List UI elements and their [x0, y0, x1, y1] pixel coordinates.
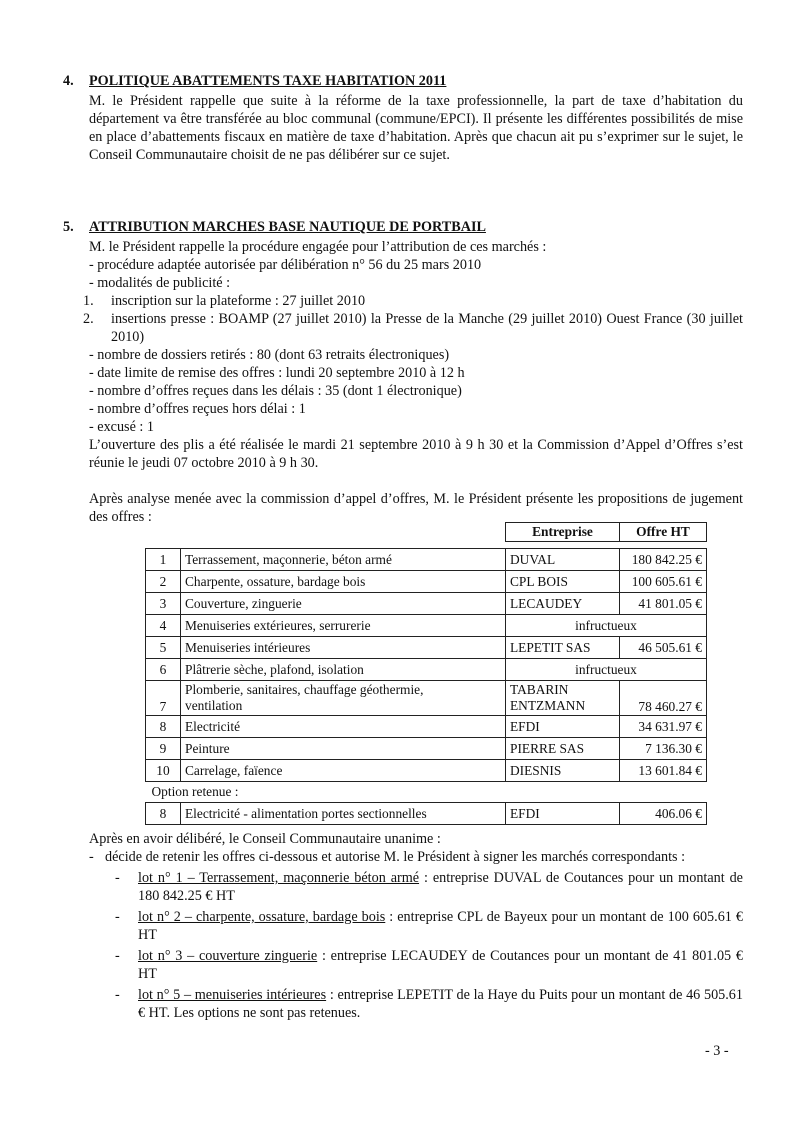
- lot-description: Charpente, ossature, bardage bois: [181, 571, 506, 593]
- lot-company: PIERRE SAS: [506, 738, 620, 760]
- lot-company: EFDI: [506, 803, 620, 825]
- lot-label: lot n° 1 – Terrassement, maçonnerie béton armé: [138, 870, 420, 886]
- publicity-line: - modalités de publicité :: [89, 275, 231, 291]
- lot-label: lot n° 3 – couverture zinguerie: [138, 948, 318, 964]
- section-title: POLITIQUE ABATTEMENTS TAXE HABITATION 2011: [89, 73, 447, 89]
- lot-company-line: TABARIN: [510, 682, 569, 697]
- option-label: Option retenue :: [151, 784, 239, 799]
- lot-description-line: Plomberie, sanitaires, chauffage géothermie,: [185, 682, 424, 697]
- lot-detail: : entreprise DUVAL de Coutances pour un montant de 180 842.25 € HT: [138, 870, 743, 904]
- lot-status: infructueux: [506, 659, 707, 681]
- lot-number: 5: [146, 637, 181, 659]
- lot-price: 7 136.30 €: [620, 738, 707, 760]
- lot-description: Carrelage, faïence: [181, 760, 506, 782]
- table-row-option: [146, 803, 707, 825]
- section-4: [63, 72, 743, 164]
- table-row: [146, 571, 707, 593]
- section-number: 5.: [63, 219, 74, 235]
- lot-company: DIESNIS: [506, 760, 620, 782]
- publicity-item: [63, 292, 743, 310]
- lot-price: 34 631.97 €: [620, 716, 707, 738]
- lot-company-line: ENTZMANN: [510, 698, 586, 713]
- table-row: [146, 549, 707, 571]
- table-header-row: [146, 523, 707, 542]
- lot-company: DUVAL: [506, 549, 620, 571]
- lot-price: 41 801.05 €: [620, 593, 707, 615]
- offers-table: [145, 522, 707, 825]
- decision-intro: Après en avoir délibéré, le Conseil Communautaire unanime :: [89, 831, 441, 847]
- section-4-paragraph: M. le Président rappelle que suite à la réforme de la taxe professionnelle, la part de taxe d’habitation du département va être transférée au bloc communal (commune/EPCI). Il présente les différentes possibilités de mise en place d’abattements fiscaux en matière de taxe d’habitation. Après que chacun ait pu s’exprimer sur le sujet, le Conseil Communautaire choisit de ne pas délibérer sur ce sujet.: [89, 93, 743, 163]
- lot-price: 406.06 €: [620, 803, 707, 825]
- lot-label: lot n° 5 – menuiseries intérieures: [138, 987, 327, 1003]
- lot-decision-item: [63, 986, 743, 1022]
- lot-number: 6: [146, 659, 181, 681]
- lot-number: 2: [146, 571, 181, 593]
- item-number: 1.: [83, 293, 94, 309]
- table-row: [146, 760, 707, 782]
- procedure-intro: M. le Président rappelle la procédure engagée pour l’attribution de ces marchés :: [89, 239, 547, 255]
- lot-description: Menuiseries intérieures: [181, 637, 506, 659]
- lot-description: Electricité: [181, 716, 506, 738]
- item-text: insertions presse : BOAMP (27 juillet 2010) la Presse de la Manche (29 juillet 2010) Ouest France (30 juillet 2010): [111, 311, 743, 345]
- option-label-row: [146, 782, 707, 803]
- lot-description: Terrassement, maçonnerie, béton armé: [181, 549, 506, 571]
- lot-detail: : entreprise LECAUDEY de Coutances pour un montant de 41 801.05 € HT: [138, 948, 743, 982]
- lot-description-line: ventilation: [185, 698, 243, 713]
- lot-price: 46 505.61 €: [620, 637, 707, 659]
- lot-decision-item: [63, 947, 743, 983]
- lot-description: Peinture: [181, 738, 506, 760]
- lot-number: 10: [146, 760, 181, 782]
- section-5-heading: [63, 218, 743, 238]
- lot-label: lot n° 2 – charpente, ossature, bardage bois: [138, 909, 386, 925]
- lot-company: [506, 681, 620, 716]
- lot-number: 7: [146, 681, 181, 716]
- excuse-line: - excusé : 1: [89, 419, 155, 435]
- section-5: [63, 218, 743, 526]
- lot-status: infructueux: [506, 615, 707, 637]
- lot-decision-item: [63, 869, 743, 905]
- table-row: [146, 659, 707, 681]
- opening-paragraph: L’ouverture des plis a été réalisée le mardi 21 septembre 2010 à 9 h 30 et la Commission d’Appel d’Offres s’est réunie le jeudi 07 octobre 2010 à 9 h 30.: [89, 437, 743, 471]
- publicity-item: [63, 310, 743, 346]
- dash-bullet: -: [115, 870, 120, 886]
- table-row: [146, 593, 707, 615]
- section-title: ATTRIBUTION MARCHES BASE NAUTIQUE DE PORTBAIL: [89, 219, 486, 235]
- column-header-entreprise: Entreprise: [506, 523, 620, 542]
- section-number: 4.: [63, 73, 74, 89]
- table-row: [146, 637, 707, 659]
- analysis-paragraph: Après analyse menée avec la commission d’appel d’offres, M. le Président présente les propositions de jugement des offres :: [89, 491, 743, 525]
- deadline-line: - date limite de remise des offres : lundi 20 septembre 2010 à 12 h: [89, 365, 465, 381]
- lot-number: 8: [146, 803, 181, 825]
- lot-price: 180 842.25 €: [620, 549, 707, 571]
- lot-description: Plâtrerie sèche, plafond, isolation: [181, 659, 506, 681]
- dash-bullet: -: [115, 909, 120, 925]
- lot-description: Electricité - alimentation portes sectionnelles: [181, 803, 506, 825]
- lot-company: LEPETIT SAS: [506, 637, 620, 659]
- lot-price: 100 605.61 €: [620, 571, 707, 593]
- item-number: 2.: [83, 311, 94, 327]
- lot-decision-item: [63, 908, 743, 944]
- dash-bullet: -: [115, 987, 120, 1003]
- offers-on-time-line: - nombre d’offres reçues dans les délais : 35 (dont 1 électronique): [89, 383, 462, 399]
- decision-item: [63, 848, 743, 866]
- lot-price: 78 460.27 €: [620, 681, 707, 716]
- lot-number: 1: [146, 549, 181, 571]
- lot-description: Couverture, zinguerie: [181, 593, 506, 615]
- section-4-heading: [63, 72, 743, 92]
- lot-description: [181, 681, 506, 716]
- column-header-offre: Offre HT: [620, 523, 707, 542]
- lot-number: 4: [146, 615, 181, 637]
- lot-company: EFDI: [506, 716, 620, 738]
- table-row: [146, 615, 707, 637]
- procedure-line: - procédure adaptée autorisée par délibération n° 56 du 25 mars 2010: [89, 257, 482, 273]
- table-row: [146, 681, 707, 716]
- lot-number: 9: [146, 738, 181, 760]
- offers-late-line: - nombre d’offres reçues hors délai : 1: [89, 401, 306, 417]
- lot-company: LECAUDEY: [506, 593, 620, 615]
- lot-description: Menuiseries extérieures, serrurerie: [181, 615, 506, 637]
- lot-number: 3: [146, 593, 181, 615]
- decision-block: [63, 830, 743, 1022]
- lot-detail: : entreprise CPL de Bayeux pour un montant de 100 605.61 € HT: [138, 909, 743, 943]
- lot-company: CPL BOIS: [506, 571, 620, 593]
- dossiers-line: - nombre de dossiers retirés : 80 (dont 63 retraits électroniques): [89, 347, 450, 363]
- dash-bullet: -: [115, 948, 120, 964]
- table-row: [146, 738, 707, 760]
- lot-detail: : entreprise LEPETIT de la Haye du Puits pour un montant de 46 505.61 € HT. Les options ne sont pas retenues.: [138, 987, 743, 1021]
- item-text: inscription sur la plateforme : 27 juillet 2010: [111, 293, 366, 309]
- dash-bullet: -: [89, 849, 94, 865]
- decision-text: décide de retenir les offres ci-dessous et autorise M. le Président à signer les marchés correspondants :: [105, 849, 686, 865]
- table-row: [146, 716, 707, 738]
- page-number: - 3 -: [705, 1043, 729, 1059]
- lot-price: 13 601.84 €: [620, 760, 707, 782]
- lot-number: 8: [146, 716, 181, 738]
